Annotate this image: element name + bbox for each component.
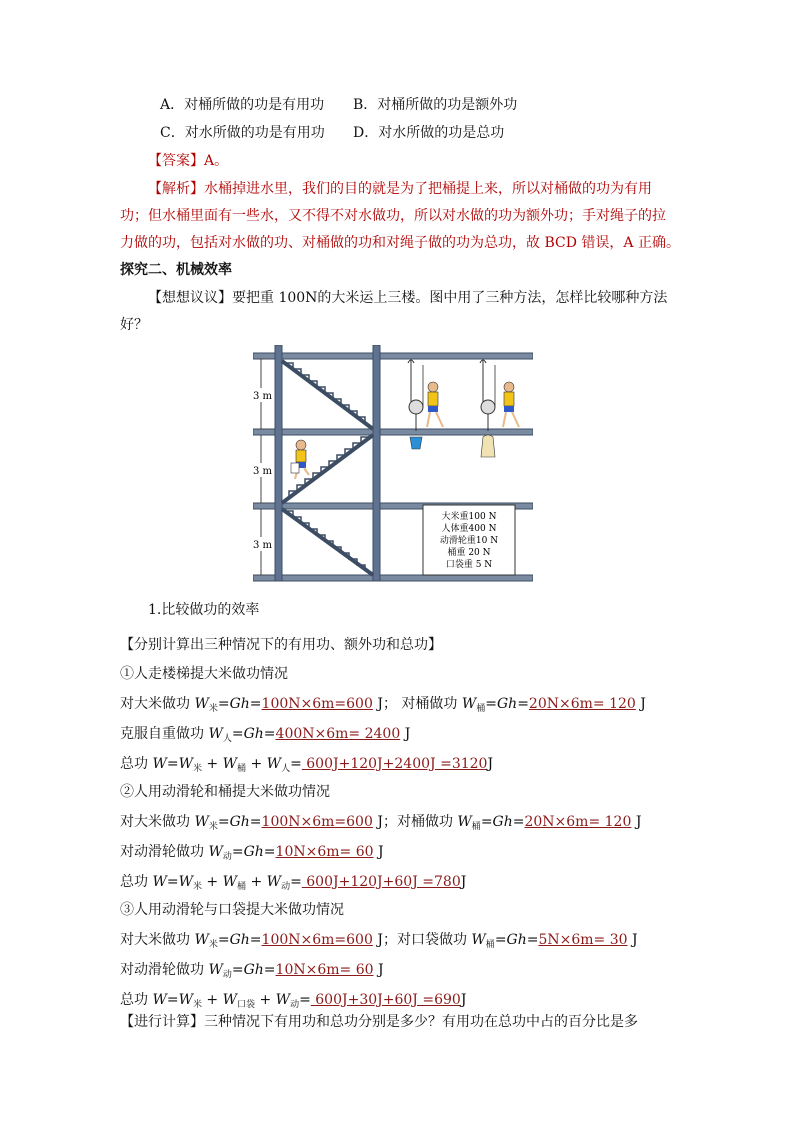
answer-line xyxy=(148,151,228,171)
case-1-title: ①人走楼梯提大米做功情况 xyxy=(120,666,288,682)
calc-heading: 【分别计算出三种情况下的有用功、额外功和总功】 xyxy=(120,637,442,653)
item-1: 1.比较做功的效率 xyxy=(148,602,260,618)
case-2-row-2: 对动滑轮做功 $W_动=Gh=10N\times 6m= 60$ J xyxy=(120,844,384,862)
answer-label: 【答案】 xyxy=(148,153,204,169)
section-heading: 探究二、机械效率 xyxy=(120,262,232,278)
option-d: D．对水所做的功是总功 xyxy=(353,125,505,141)
final-label: 【进行计算】 xyxy=(120,1014,204,1030)
legend-item: 桶重 20 N xyxy=(447,548,491,558)
person-on-stairs-icon xyxy=(291,440,309,479)
case-2-row-1: 对大米做功 $W_米=Gh=100N\times 6m=600$ J；对桶做功 $W_桶=Gh=20N\times 6m= 120$ J xyxy=(120,814,642,832)
pulley-bag-icon xyxy=(480,359,519,457)
think-line-2: 好？ xyxy=(120,317,148,333)
case-3-title: ③人用动滑轮与口袋提大米做功情况 xyxy=(120,902,344,918)
legend-item: 大米重100 N xyxy=(441,512,497,522)
case-1-row-2: 克服自重做功 $W_人=Gh=400N\times 6m= 2400$ J xyxy=(120,726,411,744)
height-label-top: 3 m xyxy=(253,391,273,402)
legend-item: 动滑轮重10 N xyxy=(439,536,499,546)
think-line-1: 【想想议议】要把重 100N的大米运上三楼。图中用了三种方法，怎样比较哪种方法 xyxy=(148,290,668,306)
case-2-row-3: 总功 $W=W_米 + W_桶 + W_动= 600J+120J+60J =780J$ xyxy=(120,874,467,892)
think-label: 【想想议议】 xyxy=(148,290,232,306)
case-3-row-2: 对动滑轮做功 $W_动=Gh=10N\times 6m= 60$ J xyxy=(120,962,384,980)
final-line: 【进行计算】三种情况下有用功和总功分别是多少？有用功在总功中占的百分比是多 xyxy=(120,1014,638,1030)
height-label-middle: 3 m xyxy=(253,466,273,477)
analysis-line-1: 【解析】水桶掉进水里，我们的目的就是为了把桶提上来，所以对桶做的功为有用 xyxy=(148,181,652,197)
case-2-title: ②人用动滑轮和桶提大米做功情况 xyxy=(120,784,330,800)
building-figure xyxy=(253,345,533,585)
option-b: B．对桶所做的功是额外功 xyxy=(353,97,518,113)
analysis-line-2: 功；但水桶里面有一些水，又不得不对水做功，所以对水做的功为额外功；手对绳子的拉 xyxy=(120,208,666,224)
analysis-line-3: 力做的功，包括对水做的功、对桶做的功和对绳子做的功为总功，故 BCD 错误，A 正确。 xyxy=(120,235,680,251)
analysis-label: 【解析】 xyxy=(148,181,204,197)
answer-value: A。 xyxy=(204,153,229,169)
case-3-row-1: 对大米做功 $W_米=Gh=100N\times 6m=600$ J；对口袋做功 $W_桶=Gh=5N\times 6m= 30$ J xyxy=(120,932,638,950)
option-a: A．对桶所做的功是有用功 xyxy=(160,97,325,113)
option-c: C．对水所做的功是有用功 xyxy=(160,125,325,141)
case-1-row-3: 总功 $W=W_米 + W_桶 + W_人= 600J+120J+2400J =3120J$ xyxy=(120,756,494,774)
legend-item: 人体重400 N xyxy=(441,524,497,534)
case-3-row-3: 总功 $W=W_米 + W_{口袋} + W_动= 600J+30J+60J =690J$ xyxy=(120,992,467,1010)
height-label-bottom: 3 m xyxy=(253,540,273,551)
case-1-row-1: 对大米做功 $W_米=Gh=100N\times 6m=600$ J； 对桶做功 $W_桶=Gh=20N\times 6m= 120$ J xyxy=(120,696,646,714)
legend-item: 口袋重 5 N xyxy=(445,560,493,570)
